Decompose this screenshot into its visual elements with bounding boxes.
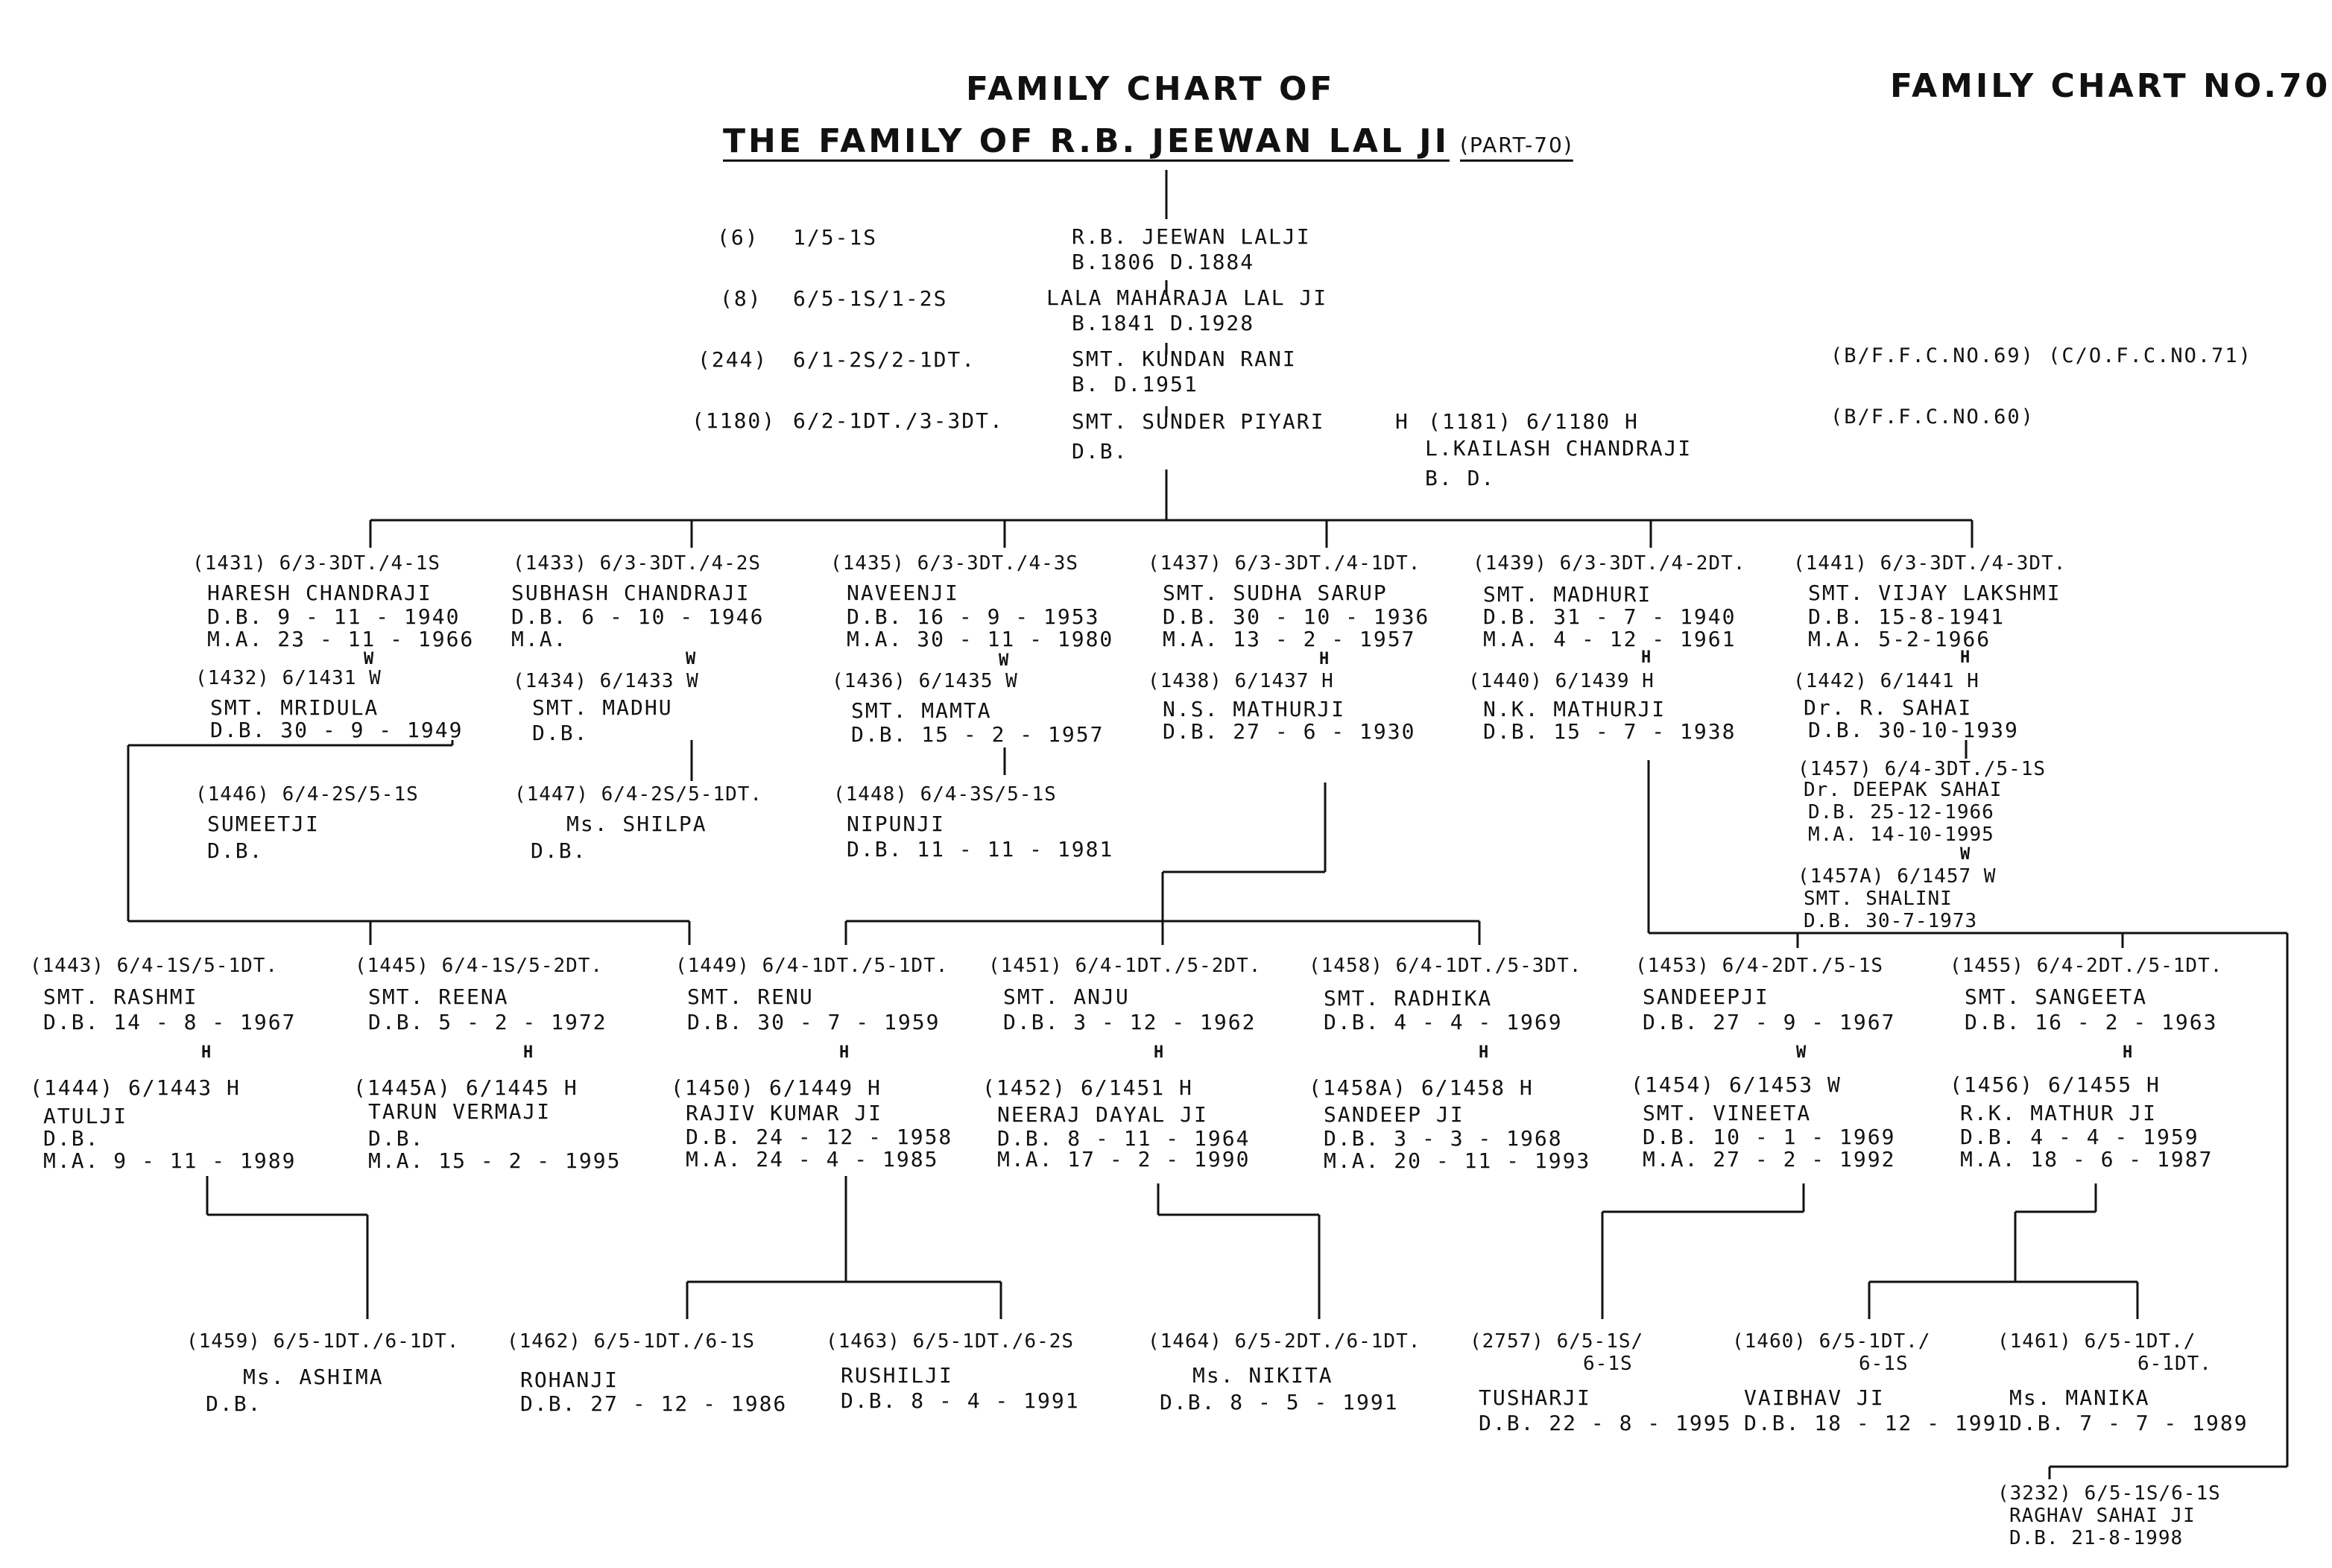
person-code: (1443) 6/4-1S/5-1DT. <box>30 955 279 977</box>
person-birth: D.B. <box>531 838 587 863</box>
spouse-code: (1457A) 6/1457 W <box>1798 865 1997 888</box>
ancestor-code: (1180) <box>692 408 777 433</box>
spouse-birth: D.B. 3 - 3 - 1968 <box>1324 1126 1563 1151</box>
person-name: RAGHAV SAHAI JI <box>2009 1505 2196 1527</box>
person-code: (1431) 6/3-3DT./4-1S <box>192 552 441 575</box>
ancestor-relation: 1/5-1S <box>793 225 878 250</box>
person-code: (1461) 6/5-1DT./ <box>1997 1330 2196 1353</box>
marriage-marker: H <box>1960 648 1971 667</box>
spouse-code: (1456) 6/1455 H <box>1950 1072 2161 1097</box>
person-code: (1433) 6/3-3DT./4-2S <box>513 552 762 575</box>
person-code: (1437) 6/3-3DT./4-1DT. <box>1148 552 1421 575</box>
ancestor-name: SMT. KUNDAN RANI <box>1072 347 1297 371</box>
ancestor-dates: B.1841 D.1928 <box>1072 311 1255 335</box>
person-name: HARESH CHANDRAJI <box>207 581 432 605</box>
person-marriage: M.A. 13 - 2 - 1957 <box>1163 627 1416 651</box>
person-code: (1446) 6/4-2S/5-1S <box>195 783 419 806</box>
person-code: (1455) 6/4-2DT./5-1DT. <box>1950 955 2223 977</box>
person-code-cont: 6-1S <box>1859 1353 1909 1375</box>
marriage-marker: H <box>2123 1043 2133 1062</box>
spouse-birth: D.B. 24 - 12 - 1958 <box>686 1125 953 1149</box>
person-name: SMT. MADHURI <box>1483 582 1652 607</box>
person-birth: D.B. 5 - 2 - 1972 <box>368 1010 607 1034</box>
person-name: SMT. VIJAY LAKSHMI <box>1808 581 2061 605</box>
ancestor-relation: 6/2-1DT./3-3DT. <box>793 408 1004 433</box>
spouse-birth: D.B. <box>532 721 589 745</box>
spouse-marriage: M.A. 15 - 2 - 1995 <box>368 1148 622 1173</box>
cross-reference: (B/F.F.C.NO.69) (C/O.F.C.NO.71) <box>1830 344 2252 367</box>
spouse-code: (1432) 6/1431 W <box>195 667 382 689</box>
person-name: NIPUNJI <box>847 812 946 836</box>
person-name: SUBHASH CHANDRAJI <box>511 581 751 605</box>
marriage-marker: H <box>201 1043 212 1062</box>
spouse-birth: D.B. 4 - 4 - 1959 <box>1960 1125 2199 1149</box>
spouse-name: NEERAJ DAYAL JI <box>997 1102 1208 1127</box>
person-birth: D.B. 16 - 9 - 1953 <box>847 604 1100 629</box>
person-name: Ms. ASHIMA <box>243 1365 384 1389</box>
person-marriage: M.A. 14-10-1995 <box>1808 823 1994 846</box>
cross-reference: (B/F.F.C.NO.60) <box>1830 405 2035 429</box>
person-code: (1460) 6/5-1DT./ <box>1732 1330 1931 1353</box>
person-code: (1451) 6/4-1DT./5-2DT. <box>988 955 1262 977</box>
person-code: (1458) 6/4-1DT./5-3DT. <box>1309 955 1582 977</box>
person-birth: D.B. 4 - 4 - 1969 <box>1324 1010 1563 1034</box>
person-code: (1464) 6/5-2DT./6-1DT. <box>1148 1330 1421 1353</box>
spouse-birth: D.B. <box>43 1126 100 1151</box>
person-birth: D.B. 30 - 10 - 1936 <box>1163 604 1430 629</box>
marriage-marker: W <box>686 650 696 668</box>
person-birth: D.B. 22 - 8 - 1995 <box>1479 1411 1732 1435</box>
person-code: (1447) 6/4-2S/5-1DT. <box>514 783 763 806</box>
person-marriage: M.A. 4 - 12 - 1961 <box>1483 627 1737 651</box>
person-code: (1445) 6/4-1S/5-2DT. <box>355 955 604 977</box>
person-code: (1462) 6/5-1DT./6-1S <box>507 1330 756 1353</box>
person-birth: D.B. 21-8-1998 <box>2009 1527 2184 1549</box>
person-birth: D.B. 6 - 10 - 1946 <box>511 604 765 629</box>
person-birth: D.B. <box>206 1391 262 1416</box>
spouse-code: (1445A) 6/1445 H <box>353 1075 578 1100</box>
person-marriage: M.A. 23 - 11 - 1966 <box>207 627 475 651</box>
person-name: VAIBHAV JI <box>1744 1385 1885 1410</box>
marriage-marker: H <box>1641 648 1652 667</box>
ancestor-code: (6) <box>717 225 759 250</box>
spouse-code: (1438) 6/1437 H <box>1148 670 1334 692</box>
person-birth: D.B. 27 - 9 - 1967 <box>1643 1010 1896 1034</box>
person-name: SMT. ANJU <box>1003 984 1130 1009</box>
person-name: TUSHARJI <box>1479 1385 1591 1410</box>
ancestor-dates: D.B. <box>1072 439 1128 464</box>
person-code: (1435) 6/3-3DT./4-3S <box>830 552 1079 575</box>
person-name: Dr. DEEPAK SAHAI <box>1804 779 2003 801</box>
person-name: SMT. RASHMI <box>43 984 198 1009</box>
spouse-name: SMT. SHALINI <box>1804 888 1953 910</box>
person-code-cont: 6-1DT. <box>2137 1353 2212 1375</box>
person-birth: D.B. 16 - 2 - 1963 <box>1965 1010 2218 1034</box>
person-code: (1463) 6/5-1DT./6-2S <box>826 1330 1075 1353</box>
spouse-name: SMT. VINEETA <box>1643 1101 1812 1125</box>
person-name: SMT. SUDHA SARUP <box>1163 581 1388 605</box>
spouse-marriage: M.A. 9 - 11 - 1989 <box>43 1148 297 1173</box>
part-label: (PART-70) <box>1459 133 1573 157</box>
person-code: (1439) 6/3-3DT./4-2DT. <box>1473 552 1746 575</box>
spouse-name: N.S. MATHURJI <box>1163 697 1346 721</box>
person-birth: D.B. 3 - 12 - 1962 <box>1003 1010 1257 1034</box>
spouse-marriage: M.A. 27 - 2 - 1992 <box>1643 1147 1896 1172</box>
spouse-name: Dr. R. SAHAI <box>1804 695 1973 720</box>
person-name: ROHANJI <box>520 1368 619 1392</box>
spouse-marriage: M.A. 18 - 6 - 1987 <box>1960 1147 2213 1172</box>
chart-title: FAMILY CHART OF <box>966 70 1336 108</box>
ancestor-name: SMT. SUNDER PIYARI <box>1072 409 1325 434</box>
person-birth: D.B. 18 - 12 - 1991 <box>1744 1411 2012 1435</box>
marriage-marker: H <box>1154 1043 1164 1062</box>
person-code: (3232) 6/5-1S/6-1S <box>1997 1482 2221 1505</box>
person-birth: D.B. 25-12-1966 <box>1808 801 1994 823</box>
person-name: Ms. NIKITA <box>1192 1363 1333 1388</box>
spouse-birth: D.B. 30-10-1939 <box>1808 718 2019 742</box>
spouse-name: SMT. MRIDULA <box>210 695 379 720</box>
person-birth: D.B. 7 - 7 - 1989 <box>2009 1411 2249 1435</box>
person-birth: D.B. 11 - 11 - 1981 <box>847 837 1114 862</box>
person-name: SMT. RENU <box>687 984 814 1009</box>
person-birth: D.B. 30 - 7 - 1959 <box>687 1010 941 1034</box>
spouse-code: (1440) 6/1439 H <box>1468 670 1655 692</box>
spouse-name: RAJIV KUMAR JI <box>686 1101 883 1125</box>
person-code: (1453) 6/4-2DT./5-1S <box>1635 955 1884 977</box>
person-name: Ms. MANIKA <box>2009 1385 2150 1410</box>
marriage-marker: H <box>523 1043 534 1062</box>
person-birth: D.B. 9 - 11 - 1940 <box>207 604 461 629</box>
spouse-birth: D.B. 10 - 1 - 1969 <box>1643 1125 1896 1149</box>
person-birth: D.B. 14 - 8 - 1967 <box>43 1010 297 1034</box>
marriage-marker: H <box>1479 1043 1489 1062</box>
person-marriage: M.A. 30 - 11 - 1980 <box>847 627 1114 651</box>
subtitle-text: THE FAMILY OF R.B. JEEWAN LAL JI <box>723 122 1450 160</box>
person-name: NAVEENJI <box>847 581 959 605</box>
spouse-code: (1450) 6/1449 H <box>671 1075 882 1100</box>
spouse-marker: H <box>1395 409 1409 434</box>
spouse-name: SANDEEP JI <box>1324 1102 1464 1127</box>
person-marriage: M.A. 5-2-1966 <box>1808 627 1991 651</box>
chart-number: FAMILY CHART NO.70 <box>1890 67 2331 105</box>
ancestor-code: (244) <box>698 347 768 372</box>
person-birth: D.B. <box>207 838 264 863</box>
spouse-name: R.K. MATHUR JI <box>1960 1101 2158 1125</box>
spouse-code: (1442) 6/1441 H <box>1793 670 1979 692</box>
person-code: (1448) 6/4-3S/5-1S <box>833 783 1057 806</box>
person-code: (1459) 6/5-1DT./6-1DT. <box>186 1330 460 1353</box>
person-name: SANDEEPJI <box>1643 984 1769 1009</box>
person-birth: D.B. 15-8-1941 <box>1808 604 2006 629</box>
spouse-birth: D.B. 15 - 2 - 1957 <box>851 722 1105 747</box>
spouse-code: (1452) 6/1451 H <box>982 1075 1193 1100</box>
ancestor-name: R.B. JEEWAN LALJI <box>1072 224 1311 249</box>
person-name: SMT. SANGEETA <box>1965 984 2148 1009</box>
ancestor-relation: 6/5-1S/1-2S <box>793 286 948 311</box>
spouse-marriage: M.A. 17 - 2 - 1990 <box>997 1147 1251 1172</box>
spouse-dates: B. D. <box>1425 466 1496 490</box>
person-birth: D.B. 8 - 5 - 1991 <box>1160 1390 1399 1414</box>
spouse-code: (1434) 6/1433 W <box>513 670 699 692</box>
spouse-code: (1444) 6/1443 H <box>30 1075 241 1100</box>
spouse-code: (1436) 6/1435 W <box>832 670 1018 692</box>
spouse-name: L.KAILASH CHANDRAJI <box>1425 436 1693 461</box>
person-code-cont: 6-1S <box>1583 1353 1633 1375</box>
person-birth: D.B. 8 - 4 - 1991 <box>841 1388 1080 1413</box>
spouse-code: (1458A) 6/1458 H <box>1309 1075 1534 1100</box>
ancestor-relation: 6/1-2S/2-1DT. <box>793 347 976 372</box>
spouse-name: ATULJI <box>43 1104 128 1128</box>
marriage-marker: W <box>999 651 1009 670</box>
spouse-name: SMT. MADHU <box>532 695 673 720</box>
spouse-marriage: M.A. 20 - 11 - 1993 <box>1324 1148 1591 1173</box>
chart-subtitle <box>723 122 1573 160</box>
person-code: (1457) 6/4-3DT./5-1S <box>1798 758 2047 780</box>
person-birth: D.B. 27 - 12 - 1986 <box>520 1391 788 1416</box>
ancestor-dates: B. D.1951 <box>1072 372 1198 396</box>
person-code: (1441) 6/3-3DT./4-3DT. <box>1793 552 2067 575</box>
ancestor-dates: B.1806 D.1884 <box>1072 250 1255 274</box>
person-name: SMT. RADHIKA <box>1324 986 1493 1011</box>
spouse-birth: D.B. <box>368 1126 425 1151</box>
person-marriage: M.A. <box>511 627 568 651</box>
spouse-birth: D.B. 27 - 6 - 1930 <box>1163 719 1416 744</box>
person-name: SUMEETJI <box>207 812 320 836</box>
spouse-birth: D.B. 15 - 7 - 1938 <box>1483 719 1737 744</box>
spouse-code: (1181) 6/1180 H <box>1428 409 1639 434</box>
ancestor-code: (8) <box>720 286 762 311</box>
marriage-marker: H <box>1319 650 1330 668</box>
spouse-name: TARUN VERMAJI <box>368 1099 552 1124</box>
person-name: Ms. SHILPA <box>566 812 707 836</box>
spouse-name: N.K. MATHURJI <box>1483 697 1666 721</box>
spouse-birth: D.B. 30-7-1973 <box>1804 910 1978 932</box>
marriage-marker: W <box>1796 1043 1807 1062</box>
spouse-code: (1454) 6/1453 W <box>1631 1072 1842 1097</box>
spouse-name: SMT. MAMTA <box>851 698 992 723</box>
marriage-marker: H <box>839 1043 850 1062</box>
spouse-marriage: M.A. 24 - 4 - 1985 <box>686 1147 939 1172</box>
marriage-marker: W <box>364 650 374 668</box>
marriage-marker: W <box>1960 845 1971 864</box>
person-name: SMT. REENA <box>368 984 509 1009</box>
spouse-birth: D.B. 8 - 11 - 1964 <box>997 1126 1251 1151</box>
person-code: (2757) 6/5-1S/ <box>1470 1330 1644 1353</box>
person-code: (1449) 6/4-1DT./5-1DT. <box>675 955 949 977</box>
person-birth: D.B. 31 - 7 - 1940 <box>1483 604 1737 629</box>
spouse-birth: D.B. 30 - 9 - 1949 <box>210 718 464 742</box>
ancestor-name: LALA MAHARAJA LAL JI <box>1046 285 1328 310</box>
person-name: RUSHILJI <box>841 1363 953 1388</box>
